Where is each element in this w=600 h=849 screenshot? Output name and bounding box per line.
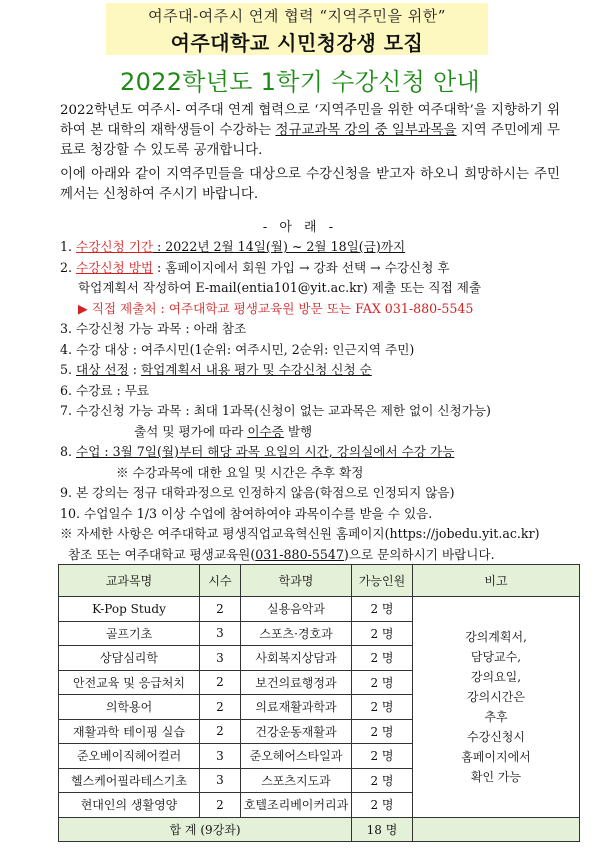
note-text-part: )으로 문의하시기 바랍니다. xyxy=(343,546,495,562)
course-name: 재활과학 테이핑 실습 xyxy=(59,719,200,744)
item-number: 5. xyxy=(60,362,77,377)
item-underlined: 이수증 xyxy=(247,423,284,439)
item-class-start xyxy=(60,442,580,463)
header-subtitle: 여주대-여주시 연계 협력 “지역주민을 위한” xyxy=(148,7,446,25)
contact-phone: 031-880-5547 xyxy=(255,546,344,562)
course-table xyxy=(58,564,580,842)
table-row xyxy=(59,597,580,622)
item-label: 수강신청 방법 xyxy=(76,259,154,275)
course-department: 스포츠지도과 xyxy=(241,768,352,793)
item-separator: : xyxy=(128,362,141,377)
header-department: 학과명 xyxy=(241,565,352,597)
intro-text-part: 지역 주민에게 무료로 청강할 수 있도록 공개합니다. xyxy=(60,123,560,158)
item-value: 학업계획서 내용 평가 및 수강신청 신청 순 xyxy=(140,362,372,377)
remark-line: 수강신청시 xyxy=(467,729,525,744)
item-available-courses: 3. 수강신청 가능 과목 : 아래 참조 xyxy=(60,321,247,336)
item-text-part: 출석 및 평가에 따라 xyxy=(134,423,248,439)
course-department: 실용음악과 xyxy=(241,597,352,622)
remark-line: 홈페이지에서 xyxy=(461,749,531,764)
course-capacity: 2 명 xyxy=(352,719,413,744)
item-max-courses: 7. 수강신청 가능 과목 : 최대 1과목(신청이 없는 교과목은 제한 없이 신청가능) xyxy=(60,403,491,418)
item-label: 대상 선정 xyxy=(76,362,129,377)
table-total-row xyxy=(59,817,580,841)
course-capacity: 2 명 xyxy=(352,744,413,769)
course-hours: 2 xyxy=(200,719,241,744)
course-hours: 2 xyxy=(200,597,241,622)
course-department: 사회복지상담과 xyxy=(241,646,352,671)
course-name: 상담심리학 xyxy=(59,646,200,671)
item-value: 수업 : 3월 7일(월)부터 해당 과목 요일의 시간, 강의실에서 수강 가능 xyxy=(76,444,455,459)
header-capacity: 가능인원 xyxy=(352,565,413,597)
item-text-part: 발행 xyxy=(283,423,313,439)
course-hours: 3 xyxy=(200,621,241,646)
header-hours: 시수 xyxy=(200,565,241,597)
item-target: 4. 수강 대상 : 여주시민(1순위: 여주시민, 2순위: 인근지역 주민) xyxy=(60,341,415,357)
remark-line: 강의계획서, xyxy=(465,629,527,644)
remark-line: 담당교수, xyxy=(470,649,522,664)
page-title: 2022학년도 1학기 수강신청 안내 xyxy=(120,68,480,96)
course-hours: 2 xyxy=(200,793,241,818)
contact-note-1: ※ 자세한 사항은 여주대학교 평생직업교육혁신원 홈페이지(https://jobedu.yit.ac.kr) xyxy=(60,526,540,541)
course-name: K-Pop Study xyxy=(59,597,200,622)
intro-text-part: 2022학년도 여주시- 여주대 연계 협력으로 ‘지역주민을 위한 여주대학’을 지향하기 위하여 본 대학의 재학생들이 수강하는 xyxy=(60,103,560,138)
remark-line: 강의요일, xyxy=(470,669,522,684)
course-capacity: 2 명 xyxy=(352,621,413,646)
item-application-method xyxy=(60,258,580,279)
remark-line: 확인 가능 xyxy=(470,769,522,784)
remark-line: 추후 xyxy=(484,709,508,724)
item-application-period xyxy=(60,237,580,258)
item-attendance: 10. 수업일수 1/3 이상 수업에 참여하여야 과목이수를 받을 수 있음. xyxy=(60,505,433,521)
table-header-row xyxy=(59,565,580,597)
header-banner xyxy=(106,3,488,55)
item-value: : 2022년 2월 14일(월) ~ 2월 18일(금)까지 xyxy=(153,239,406,254)
course-capacity: 2 명 xyxy=(352,597,413,622)
item-label: 수강신청 기간 xyxy=(76,239,154,254)
item-number: 1. xyxy=(60,239,77,254)
item-selection xyxy=(60,360,580,381)
course-capacity: 2 명 xyxy=(352,646,413,671)
item-number: 8. xyxy=(60,444,77,459)
course-department: 보건의료행정과 xyxy=(241,670,352,695)
item-application-method-cont: 학업계획서 작성하여 E-mail(entia101@yit.ac.kr) 제출 또는 직접 제출 xyxy=(78,280,482,295)
contact-note-2 xyxy=(60,545,580,566)
course-name: 준오베이직헤어컬러 xyxy=(59,744,200,769)
intro-text xyxy=(60,101,560,205)
course-name: 헬스케어필라테스기초 xyxy=(59,768,200,793)
course-department: 준오헤어스타일과 xyxy=(241,744,352,769)
course-hours: 3 xyxy=(200,744,241,769)
course-hours: 2 xyxy=(200,695,241,720)
course-name: 골프기초 xyxy=(59,621,200,646)
intro-paragraph-1 xyxy=(60,101,560,161)
total-capacity: 18 명 xyxy=(352,817,413,841)
course-capacity: 2 명 xyxy=(352,793,413,818)
item-number: 2. xyxy=(60,259,77,275)
item-certificate xyxy=(60,422,580,443)
remark-line: 강의시간은 xyxy=(467,689,525,704)
header-title: 여주대학교 시민청강생 모집 xyxy=(170,31,424,55)
intro-underlined: 정규교과목 강의 중 일부과목을 xyxy=(275,123,457,138)
course-hours: 3 xyxy=(200,646,241,671)
course-name: 안전교육 및 응급처치 xyxy=(59,670,200,695)
header-remarks: 비고 xyxy=(413,565,580,597)
section-divider-title: - 아 래 - xyxy=(262,220,338,235)
total-remarks-empty xyxy=(413,817,580,841)
course-department: 스포츠·경호과 xyxy=(241,621,352,646)
course-department: 건강운동재활과 xyxy=(241,719,352,744)
intro-paragraph-2: 이에 아래와 같이 지역주민들을 대상으로 수강신청을 받고자 하오니 희망하시는 주민께서는 신청하여 주시기 바랍니다. xyxy=(60,167,560,202)
item-value: : 홈페이지에서 회원 가입 → 강좌 선택 → 수강신청 후 xyxy=(153,259,450,275)
item-credit-notice: 9. 본 강의는 정규 대학과정으로 인정하지 않음(학점으로 인정되지 않음) xyxy=(60,485,455,500)
course-department: 호텔조리베이커리과 xyxy=(241,793,352,818)
course-hours: 2 xyxy=(200,670,241,695)
course-capacity: 2 명 xyxy=(352,768,413,793)
item-direct-submission: ▶ 직접 제출처 : 여주대학교 평생교육원 방문 또는 FAX 031-880-5545 xyxy=(78,300,474,316)
item-fee: 6. 수강료 : 무료 xyxy=(60,382,150,398)
course-capacity: 2 명 xyxy=(352,695,413,720)
total-label: 합 계 (9강좌) xyxy=(59,817,352,841)
note-text-part: 참조 또는 여주대학교 평생교육원( xyxy=(68,546,256,562)
notice-items xyxy=(60,237,580,565)
course-name: 의학용어 xyxy=(59,695,200,720)
course-hours: 3 xyxy=(200,768,241,793)
course-capacity: 2 명 xyxy=(352,670,413,695)
course-department: 의료재활과학과 xyxy=(241,695,352,720)
course-name: 현대인의 생활영양 xyxy=(59,793,200,818)
remarks-cell xyxy=(413,597,580,818)
item-schedule-note: ※ 수강과목에 대한 요일 및 시간은 추후 확정 xyxy=(116,464,364,480)
header-course-name: 교과목명 xyxy=(59,565,200,597)
